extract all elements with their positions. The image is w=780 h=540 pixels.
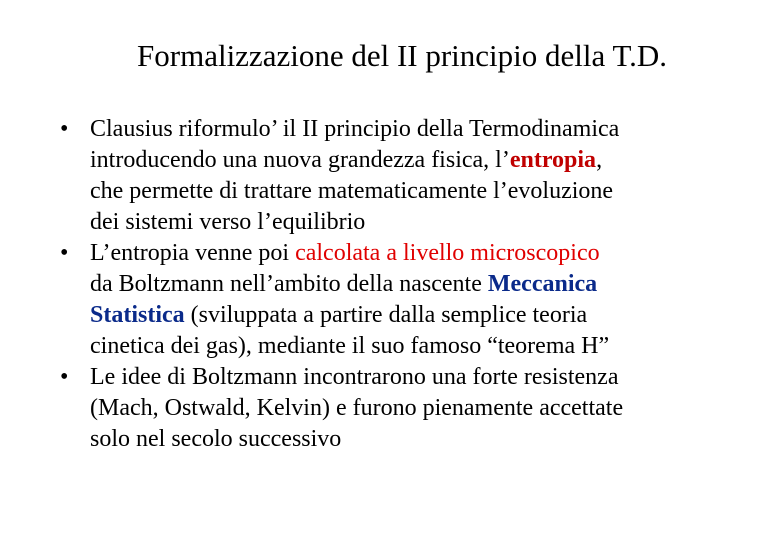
bullet-line [90, 331, 760, 362]
text-span: solo nel secolo successivo [90, 426, 342, 452]
bullet-line [90, 207, 760, 238]
bullet-marker: • [60, 364, 69, 390]
text-span: che permette di trattare matematicamente l’evoluzione [90, 178, 614, 204]
bullet-line [90, 424, 760, 455]
text-span: L’entropia venne poi [90, 240, 296, 266]
text-span: , [596, 147, 603, 173]
text-span: Clausius riformulo’ il II principio della Termodinamica [90, 116, 620, 142]
text-span: (sviluppata a partire dalla semplice teoria [184, 302, 588, 328]
bullet-line [90, 362, 760, 393]
highlight-entropia: entropia [509, 147, 597, 173]
text-span: introducendo una nuova grandezza fisica, l’ [90, 147, 510, 173]
bullet-line [90, 176, 760, 207]
bullet-marker: • [60, 240, 69, 266]
text-span: cinetica dei gas), mediante il suo famoso “teorema H” [90, 333, 610, 359]
bullet-line [90, 300, 760, 331]
highlight-calcolata: calcolata a livello microscopico [295, 240, 600, 266]
bullet-marker: • [60, 116, 69, 142]
bullet-item [60, 362, 760, 455]
bullet-item [60, 238, 760, 362]
highlight-statistica: Statistica [90, 302, 185, 328]
highlight-meccanica: Meccanica [487, 271, 598, 297]
text-span: Le idee di Boltzmann incontrarono una forte resistenza [90, 364, 619, 390]
text-span: (Mach, Ostwald, Kelvin) e furono pienamente accettate [90, 395, 624, 421]
bullet-list [60, 114, 760, 455]
bullet-line [90, 145, 760, 176]
text-span: da Boltzmann nell’ambito della nascente [90, 271, 488, 297]
slide-title: Formalizzazione del II principio della T.D. [137, 38, 667, 73]
bullet-line [90, 393, 760, 424]
bullet-line [90, 238, 760, 269]
bullet-item [60, 114, 760, 238]
text-span: dei sistemi verso l’equilibrio [90, 209, 366, 235]
bullet-line [90, 269, 760, 300]
bullet-line [90, 114, 760, 145]
